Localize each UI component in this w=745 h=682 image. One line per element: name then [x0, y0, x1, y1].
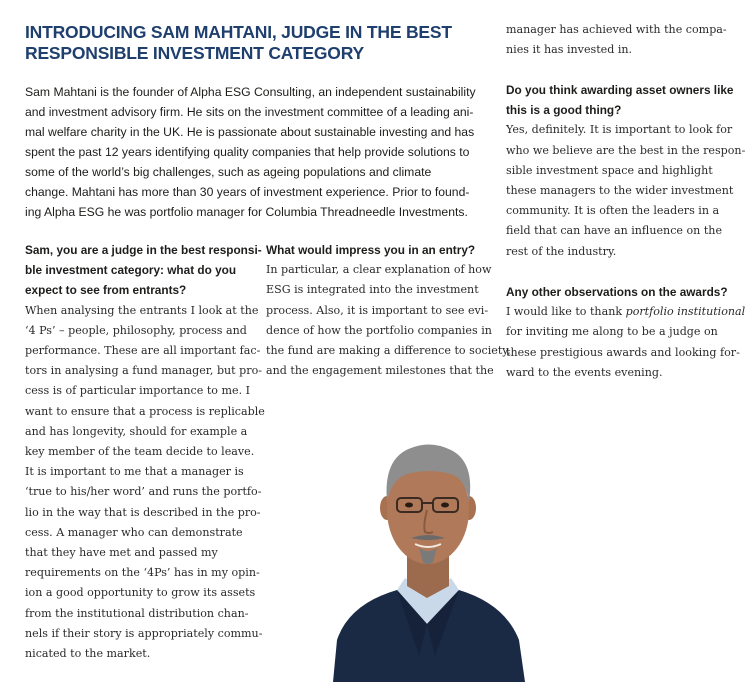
answer-3-line: who we believe are the best in the respon-	[506, 143, 745, 157]
intro-line: ing Alpha ESG he was portfolio manager for Columbia Threadneedle Investments.	[25, 205, 468, 219]
question-3-line: this is a good thing?	[506, 103, 622, 118]
intro-paragraph	[25, 82, 493, 222]
answer-1-line: It is important to me that a manager is	[25, 465, 244, 479]
intro-line: mal welfare charity in the UK. He is passionate about sustainable investing and has	[25, 125, 475, 139]
answer-1-line: lio in the way that is described in the pro-	[25, 505, 261, 519]
portrait-illustration	[327, 418, 527, 682]
answer-1-line: performance. These are all important fac-	[25, 344, 261, 358]
question-1-line: Sam, you are a judge in the best responsi-	[25, 243, 262, 257]
answer-1-line: tors in analysing a fund manager, but pro-	[25, 364, 263, 378]
answer-1-line: key member of the team decide to leave.	[25, 445, 255, 459]
answer-1-line: that they have met and passed my	[25, 546, 218, 560]
answer-4-line: ward to the events evening.	[506, 365, 663, 379]
answer-4-line: for inviting me along to be a judge on	[506, 325, 718, 339]
answer-4-line: these prestigious awards and looking for-	[506, 345, 740, 359]
answer-4-line	[506, 302, 745, 322]
intro-line: Sam Mahtani is the founder of Alpha ESG Consulting, an independent sustainability	[25, 85, 476, 99]
answer-3-line: rest of the industry.	[506, 244, 617, 258]
intro-line: spent the past 12 years identifying quality companies that help provide solutions to	[25, 145, 470, 159]
answer-2-line: ESG is integrated into the investment	[266, 283, 479, 297]
intro-line: change. Mahtani has more than 30 years of investment experience. Prior to found-	[25, 185, 470, 199]
answer-1-line: ‘true to his/her word’ and runs the portfo-	[25, 485, 262, 499]
answer-3-line: community. It is often the leaders in a	[506, 204, 720, 218]
answer-1-line: nicated to the market.	[25, 647, 151, 661]
carryover-line: manager has achieved with the compa-	[506, 23, 727, 36]
answer-2-line: the fund are making a difference to society,	[266, 344, 511, 358]
answer-1-line: from the institutional distribution chan-	[25, 606, 249, 620]
answer-4-text: I would like to thank	[506, 305, 626, 319]
answer-1-line: nels if their story is appropriately commu-	[25, 626, 263, 640]
answer-2-line: process. Also, it is important to see evi-	[266, 303, 489, 317]
column-3-carryover	[506, 20, 731, 60]
column-3-final-block	[506, 282, 745, 383]
question-2-line: What would impress you in an entry?	[266, 243, 476, 257]
answer-1-line: ion a good opportunity to grow its assets	[25, 586, 256, 600]
answer-2-line: and the engagement milestones that the	[266, 364, 494, 378]
column-2	[266, 240, 511, 381]
question-1-line: expect to see from entrants?	[25, 283, 187, 298]
intro-line: some of the world’s big challenges, such as ageing populations and climate	[25, 165, 432, 179]
headline-line-1: INTRODUCING SAM MAHTANI, JUDGE IN THE BEST	[25, 22, 452, 42]
publication-name: portfolio institutional	[625, 305, 745, 319]
answer-3-line: Yes, definitely. It is important to look for	[506, 123, 733, 137]
question-1-line: ble investment category: what do you	[25, 263, 237, 278]
answer-1-line: When analysing the entrants I look at the	[25, 303, 259, 317]
answer-3-line: field that can have an influence on the	[506, 224, 723, 238]
answer-1-line: requirements on the ‘4Ps’ has in my opin-	[25, 566, 260, 580]
answer-1-line: want to ensure that a process is replicable	[25, 404, 265, 418]
answer-2-line: dence of how the portfolio companies in	[266, 323, 492, 337]
column-1	[25, 240, 265, 664]
headline-line-2: RESPONSIBLE INVESTMENT CATEGORY	[25, 43, 364, 63]
answer-1-line: ‘4 Ps’ – people, philosophy, process and	[25, 323, 247, 337]
carryover-line: nies it has invested in.	[506, 43, 633, 57]
question-4-line: Any other observations on the awards?	[506, 285, 728, 299]
column-3-question-block	[506, 80, 745, 262]
answer-2-line: In particular, a clear explanation of how	[266, 263, 492, 277]
answer-1-line: and has longevity, should for example a	[25, 424, 248, 438]
intro-line: and investment advisory firm. He sits on the investment committee of a leading ani-	[25, 105, 474, 119]
answer-1-line: cess. A manager who can demonstrate	[25, 525, 243, 539]
portrait-photo	[327, 418, 527, 682]
answer-3-line: sible investment space and highlight	[506, 163, 713, 177]
answer-3-line: these managers to the wider investment	[506, 184, 734, 198]
headline	[25, 22, 495, 64]
answer-1-line: cess is of particular importance to me. I	[25, 384, 251, 398]
question-3-line: Do you think awarding asset owners like	[506, 83, 734, 97]
